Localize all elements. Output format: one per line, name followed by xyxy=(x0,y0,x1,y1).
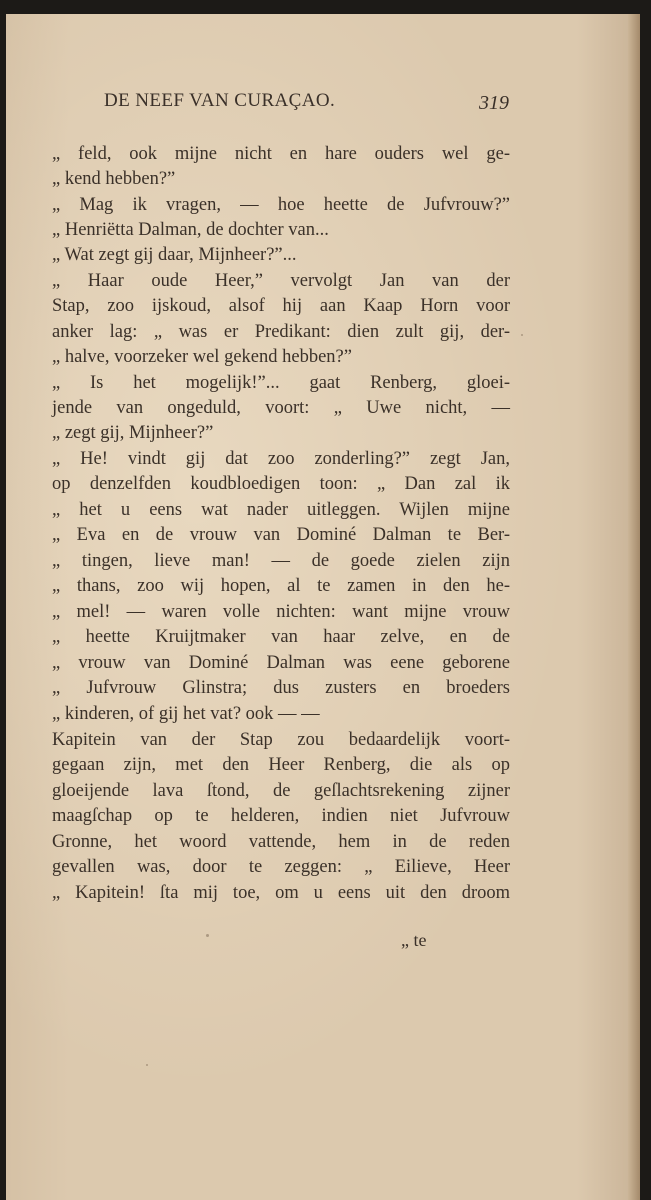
text-line: Kapitein van der Stap zou bedaardelijk voort- xyxy=(52,730,510,750)
paper-speck xyxy=(146,1064,148,1066)
text-line: „ Is het mogelijk!”... gaat Renberg, gloei- xyxy=(52,373,510,393)
page-edge-shadow xyxy=(628,14,640,1200)
paper-speck xyxy=(521,334,523,336)
text-line: „ kinderen, of gij het vat? ook — — xyxy=(52,704,320,724)
text-line: jende van ongeduld, voort: „ Uwe nicht, — xyxy=(52,398,510,418)
text-line: „ tingen, lieve man! — de goede zielen zijn xyxy=(52,551,510,571)
text-line: „ het u eens wat nader uitleggen. Wijlen mijne xyxy=(52,500,510,520)
text-line: „ heette Kruijtmaker van haar zelve, en de xyxy=(52,627,510,647)
text-line: „ mel! — waren volle nichten: want mijne vrouw xyxy=(52,602,510,622)
text-line: gloeijende lava ſtond, de geſlachtsrekening zijner xyxy=(52,781,510,801)
text-line: „ Eva en de vrouw van Dominé Dalman te Ber- xyxy=(52,525,510,545)
running-title: DE NEEF VAN CURAÇAO. xyxy=(104,90,336,111)
text-line: Gronne, het woord vattende, hem in de reden xyxy=(52,832,510,852)
text-line: „ thans, zoo wij hopen, al te zamen in den he- xyxy=(52,576,510,596)
book-page xyxy=(6,14,640,1200)
text-line: „ Haar oude Heer,” vervolgt Jan van der xyxy=(52,271,510,291)
text-line: anker lag: „ was er Predikant: dien zult gij, der- xyxy=(52,322,510,342)
text-line: „ Henriëtta Dalman, de dochter van... xyxy=(52,220,329,240)
text-line: „ He! vindt gij dat zoo zonderling?” zegt Jan, xyxy=(52,449,510,469)
text-line: „ Jufvrouw Glinstra; dus zusters en broeders xyxy=(52,678,510,698)
page-number: 319 xyxy=(479,92,509,114)
paper-speck xyxy=(206,934,209,937)
text-line: „ feld, ook mijne nicht en hare ouders wel ge- xyxy=(52,144,510,164)
text-line: „ halve, voorzeker wel gekend hebben?” xyxy=(52,347,352,367)
catchword: „ te xyxy=(401,930,427,950)
page-header xyxy=(104,88,524,118)
text-line: „ Kapitein! ſta mij toe, om u eens uit den droom xyxy=(52,883,510,903)
text-line: „ kend hebben?” xyxy=(52,169,176,189)
text-line: „ Wat zegt gij daar, Mijnheer?”... xyxy=(52,245,297,265)
text-line: gevallen was, door te zeggen: „ Eilieve, Heer xyxy=(52,857,510,877)
text-line: „ Mag ik vragen, — hoe heette de Jufvrouw?” xyxy=(52,195,510,215)
text-line: gegaan zijn, met den Heer Renberg, die als op xyxy=(52,755,510,775)
text-line: „ vrouw van Dominé Dalman was eene geborene xyxy=(52,653,510,673)
text-line: op denzelfden koudbloedigen toon: „ Dan zal ik xyxy=(52,474,510,494)
text-line: maagſchap op te helderen, indien niet Jufvrouw xyxy=(52,806,510,826)
text-line: „ zegt gij, Mijnheer?” xyxy=(52,423,214,443)
text-line: Stap, zoo ijskoud, alsof hij aan Kaap Horn voor xyxy=(52,296,510,316)
